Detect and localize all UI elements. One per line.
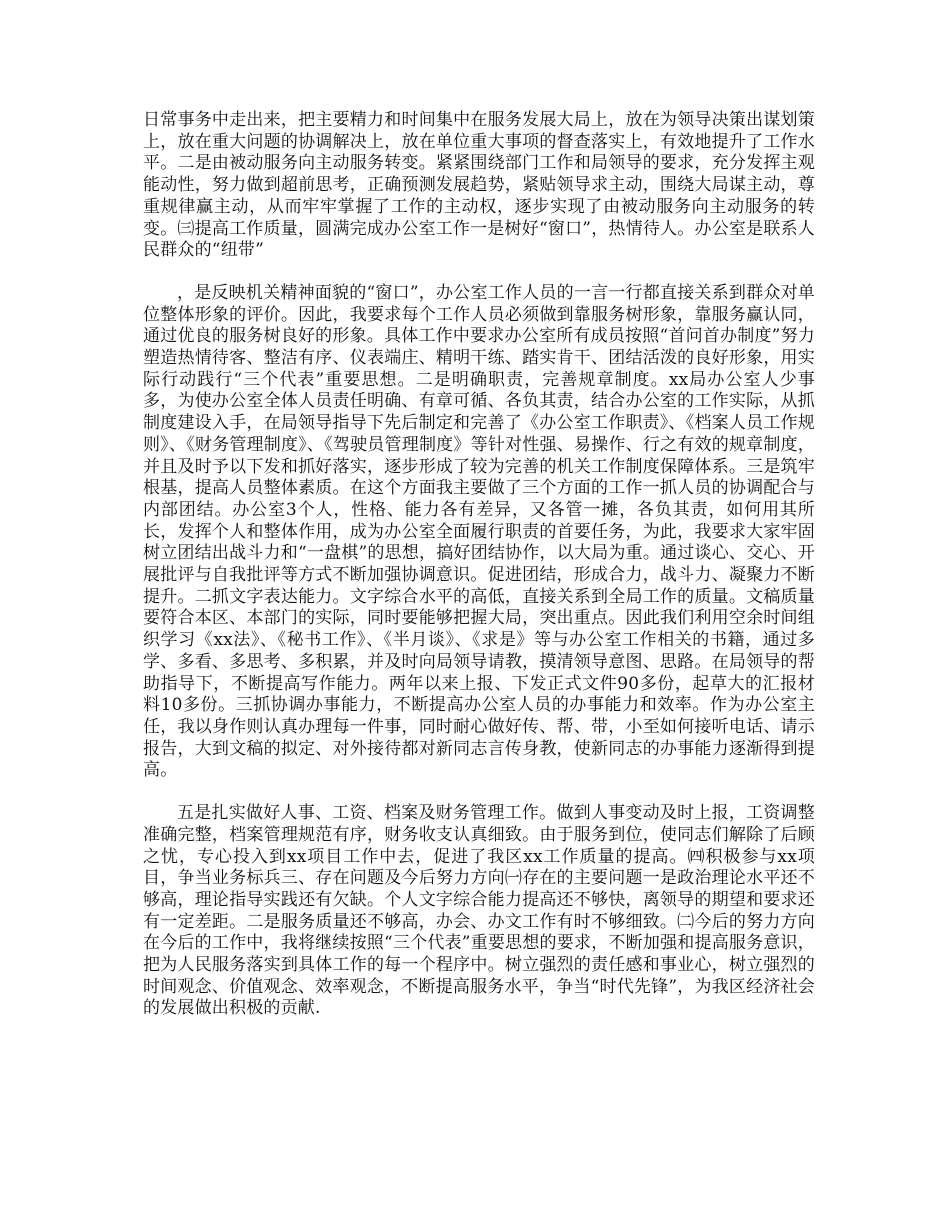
body-paragraph-3: 五是扎实做好人事、工资、档案及财务管理工作。做到人事变动及时上报，工资调整准确完整，档案管理规范有序，财务收支认真细致。由于服务到位，使同志们解除了后顾之忧，专心投入到xx项目工作中去，促进了我区xx工作质量的提高。㈣积极参与xx项目，争当业务标兵三、存在问题及今后努力方向㈠存在的主要问题一是政治理论水平还不够高，理论指导实践还有欠缺。个人文字综合能力提高还不够快，离领导的期望和要求还有一定差距。二是服务质量还不够高，办会、办文工作有时不够细致。㈡今后的努力方向在今后的工作中，我将继续按照“三个代表”重要思想的要求，不断加强和提高服务意识，把为人民服务落实到具体工作的每一个程序中。树立强烈的责任感和事业心，树立强烈的时间观念、价值观念、效率观念，不断提高服务水平，争当“时代先锋”，为我区经济社会的发展做出积极的贡献. xyxy=(143,803,815,1019)
document-body xyxy=(143,110,815,1020)
body-paragraph-2: ，是反映机关精神面貌的“窗口”，办公室工作人员的一言一行都直接关系到群众对单位整体形象的评价。因此，我要求每个工作人员必须做到靠服务树形象，靠服务赢认同，通过优良的服务树良好的形象。具体工作中要求办公室所有成员按照“首问首办制度”努力塑造热情待客、整洁有序、仪表端庄、精明干练、踏实肯干、团结活泼的良好形象，用实际行动践行“三个代表”重要思想。二是明确职责，完善规章制度。xx局办公室人少事多，为使办公室全体人员责任明确、有章可循、各负其责，结合办公室的工作实际，从抓制度建设入手，在局领导指导下先后制定和完善了《办公室工作职责》、《档案人员工作规则》、《财务管理制度》、《驾驶员管理制度》等针对性强、易操作、行之有效的规章制度，并且及时予以下发和抓好落实，逐步形成了较为完善的机关工作制度保障体系。三是筑牢根基，提高人员整体素质。在这个方面我主要做了三个方面的工作一抓人员的协调配合与内部团结。办公室3个人，性格、能力各有差异，又各管一摊，各负其责，如何用其所长，发挥个人和整体作用，成为办公室全面履行职责的首要任务，为此，我要求大家牢固树立团结出战斗力和“一盘棋”的思想，搞好团结协作，以大局为重。通过谈心、交心、开展批评与自我批评等方式不断加强协调意识。促进团结，形成合力，战斗力、凝聚力不断提升。二抓文字表达能力。文字综合水平的高低，直接关系到全局工作的质量。文稿质量要符合本区、本部门的实际，同时要能够把握大局，突出重点。因此我们利用空余时间组织学习《xx法》、《秘书工作》、《半月谈》、《求是》等与办公室工作相关的书籍，通过多学、多看、多思考、多积累，并及时向局领导请教，摸清领导意图、思路。在局领导的帮助指导下，不断提高写作能力。两年以来上报、下发正式文件90多份，起草大的汇报材料10多份。三抓协调办事能力，不断提高办公室人员的办事能力和效率。作为办公室主任，我以身作则认真办理每一件事，同时耐心做好传、帮、带，小至如何接听电话、请示报告，大到文稿的拟定、对外接待都对新同志言传身教，使新同志的办事能力逐渐得到提高。 xyxy=(143,282,815,781)
body-paragraph-1: 日常事务中走出来，把主要精力和时间集中在服务发展大局上，放在为领导决策出谋划策上，放在重大问题的协调解决上，放在单位重大事项的督查落实上，有效地提升了工作水平。二是由被动服务向主动服务转变。紧紧围绕部门工作和局领导的要求，充分发挥主观能动性，努力做到超前思考，正确预测发展趋势，紧贴领导求主动，围绕大局谋主动，尊重规律赢主动，从而牢牢掌握了工作的主动权，逐步实现了由被动服务向主动服务的转变。㈢提高工作质量，圆满完成办公室工作一是树好“窗口”，热情待人。办公室是联系人民群众的“纽带” xyxy=(143,110,815,261)
